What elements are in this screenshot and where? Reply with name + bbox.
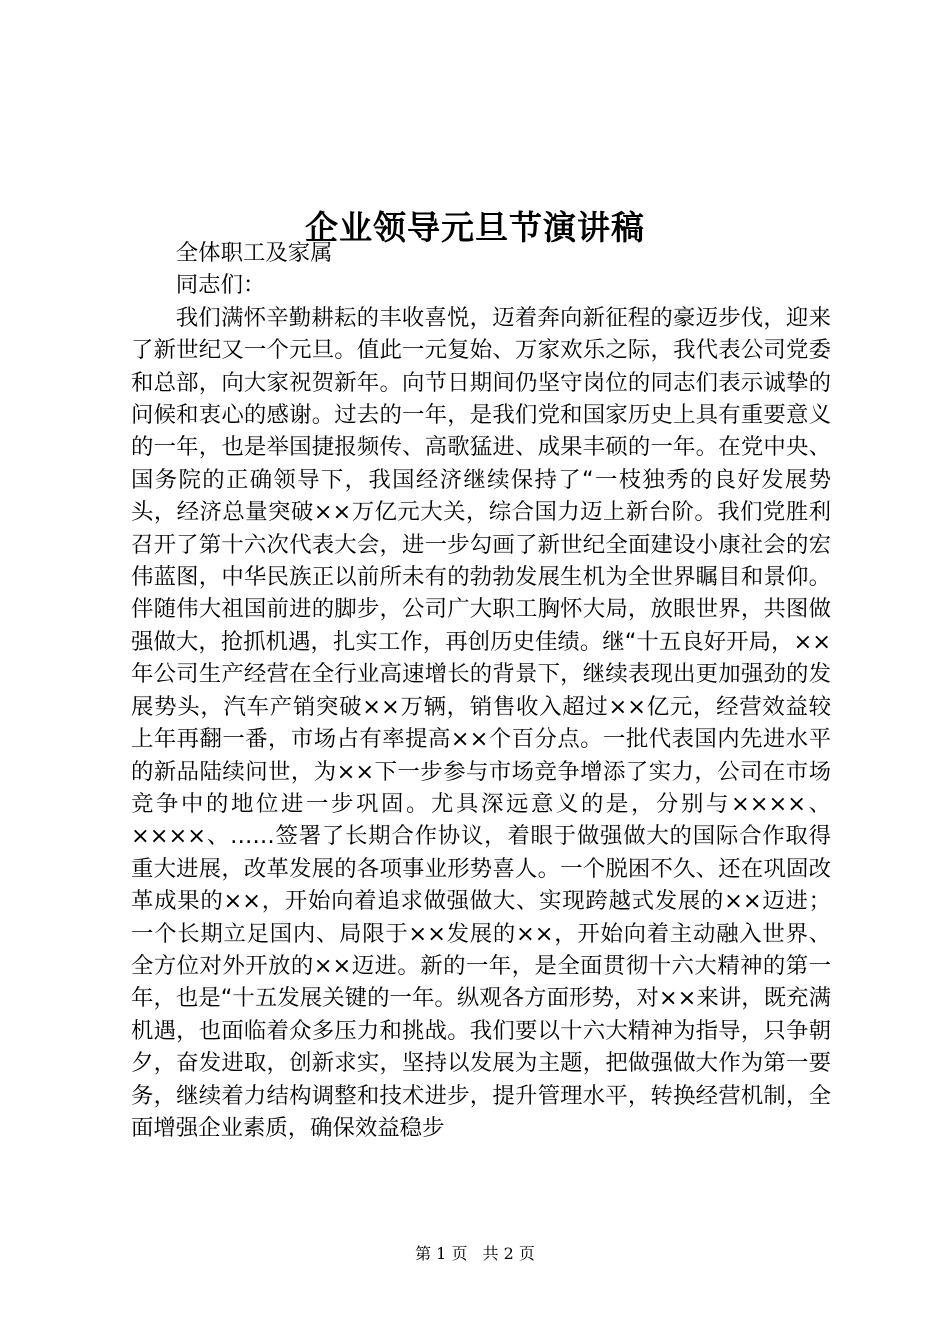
body-paragraph: 我们满怀辛勤耕耘的丰收喜悦，迈着奔向新征程的豪迈步伐，迎来了新世纪又一个元旦。值此一元复始、万家欢乐之际，我代表公司党委和总部，向大家祝贺新年。向节日期间仍坚守岗位的同志们表示诚挚的问候和衷心的感谢。过去的一年，是我们党和国家历史上具有重要意义的一年，也是举国捷报频传、高歌猛进、成果丰硕的一年。在党中央、国务院的正确领导下，我国经济继续保持了“一枝独秀的良好发展势头，经济总量突破××万亿元大关，综合国力迈上新台阶。我们党胜利召开了第十六次代表大会，进一步勾画了新世纪全面建设小康社会的宏伟蓝图，中华民族正以前所未有的勃勃发展生机为全世界瞩目和景仰。伴随伟大祖国前进的脚步，公司广大职工胸怀大局，放眼世界，共图做强做大，抢抓机遇，扎实工作，再创历史佳绩。继“十五良好开局，××年公司生产经营在全行业高速增长的背景下，继续表现出更加强劲的发展势头，汽车产销突破××万辆，销售收入超过××亿元，经营效益较上年再翻一番，市场占有率提高××个百分点。一批代表国内先进水平的新品陆续问世，为××下一步参与市场竞争增添了实力，公司在市场竞争中的地位进一步巩固。尤具深远意义的是，分别与××××、××××、……签署了长期合作协议，着眼于做强做大的国际合作取得重大进展，改革发展的各项事业形势喜人。一个脱困不久、还在巩固改革成果的××，开始向着追求做强做大、实现跨越式发展的××迈进；一个长期立足国内、局限于××发展的××，开始向着主动融入世界、全方位对外开放的××迈进。新的一年，是全面贯彻十六大精神的第一年，也是“十五发展关键的一年。纵观各方面形势，对××来讲，既充满机遇，也面临着众多压力和挑战。我们要以十六大精神为指导，只争朝夕，奋发进取，创新求实，坚持以发展为主题，把做强做大作为第一要务，继续着力结构调整和技术进步，提升管理水平，转换经营机制，全面增强企业素质，确保效益稳步 [131, 304, 831, 1141]
page-footer [0, 1244, 950, 1264]
page-total: 共 2 页 [482, 1244, 535, 1263]
greeting-line: 全体职工及家属 [175, 240, 333, 266]
page-number: 第 1 页 [415, 1244, 468, 1263]
salutation-line: 同志们： [175, 272, 266, 299]
document-body [131, 237, 831, 1144]
document-title: 企业领导元旦节演讲稿 [305, 208, 645, 248]
